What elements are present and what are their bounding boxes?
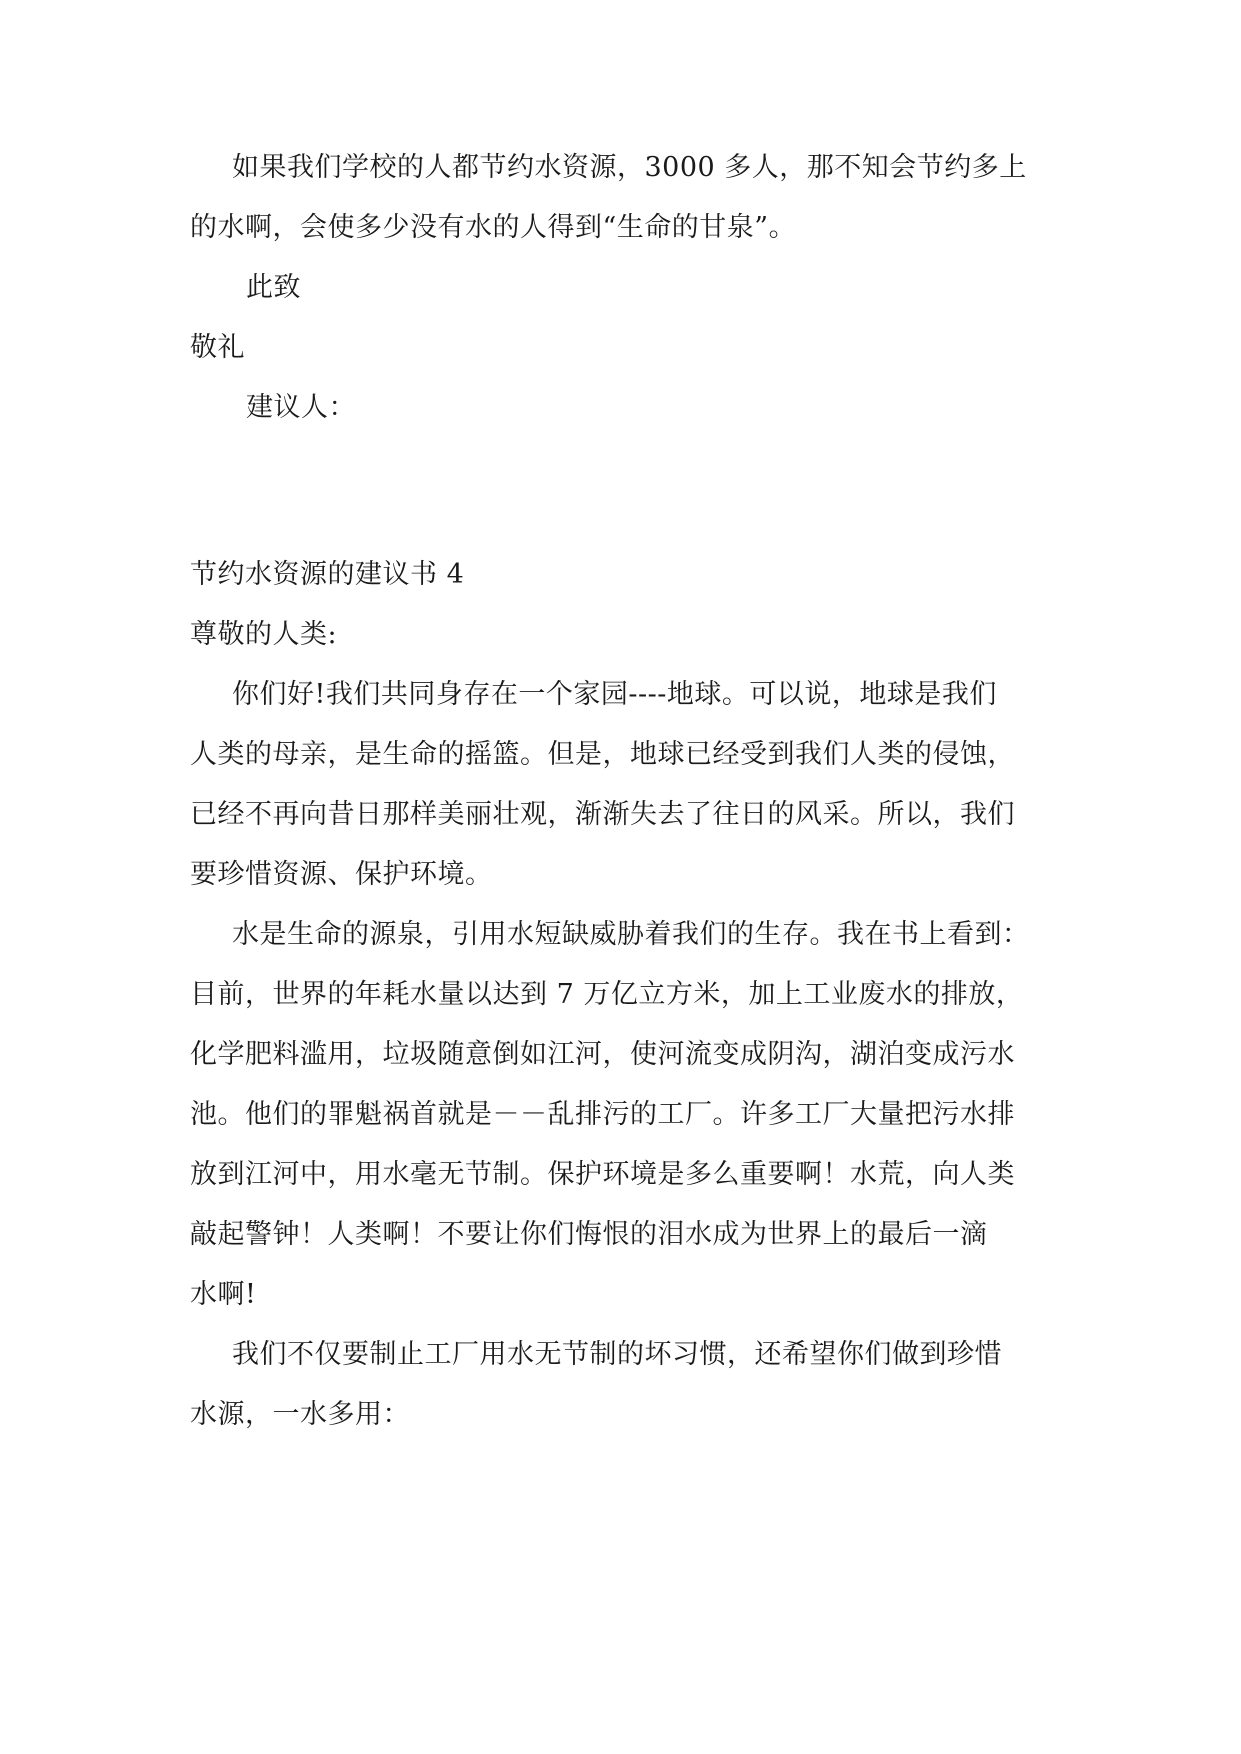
- paragraph-line: 敲起警钟！人类啊！不要让你们悔恨的泪水成为世界上的最后一滴: [190, 1219, 988, 1250]
- paragraph-line: 的水啊，会使多少没有水的人得到“生命的甘泉”。: [190, 212, 797, 243]
- paragraph-line: 水啊!: [190, 1279, 257, 1310]
- salute-text: 敬礼: [190, 332, 245, 363]
- paragraph-line: 我们不仅要制止工厂用水无节制的坏习惯，还希望你们做到珍惜: [232, 1339, 1002, 1370]
- paragraph-line: 放到江河中，用水毫无节制。保护环境是多么重要啊！水荒，向人类: [190, 1159, 1015, 1190]
- paragraph-line: 水是生命的源泉，引用水短缺威胁着我们的生存。我在书上看到：: [232, 919, 1030, 950]
- paragraph-line: 已经不再向昔日那样美丽壮观，渐渐失去了往日的风采。所以，我们: [190, 799, 1015, 830]
- paragraph-line: 你们好!我们共同身存在一个家园----地球。可以说，地球是我们: [232, 679, 997, 710]
- paragraph-line: 人类的母亲，是生命的摇篮。但是，地球已经受到我们人类的侵蚀，: [190, 739, 1015, 770]
- paragraph-line: 化学肥料滥用，垃圾随意倒如江河，使河流变成阴沟，湖泊变成污水: [190, 1039, 1015, 1070]
- paragraph-line: 目前，世界的年耗水量以达到 7 万亿立方米，加上工业废水的排放，: [190, 979, 1024, 1010]
- paragraph-line: 池。他们的罪魁祸首就是－－乱排污的工厂。许多工厂大量把污水排: [190, 1099, 1015, 1130]
- letter-title: 节约水资源的建议书 4: [190, 559, 465, 590]
- closing-text: 此致: [246, 272, 301, 303]
- paragraph-line: 要珍惜资源、保护环境。: [190, 859, 493, 890]
- paragraph-line: 如果我们学校的人都节约水资源，3000 多人，那不知会节约多上: [232, 152, 1027, 183]
- signature-label: 建议人：: [246, 392, 356, 423]
- paragraph-line: 水源，一水多用：: [190, 1399, 410, 1430]
- letter-greeting: 尊敬的人类:: [190, 619, 338, 650]
